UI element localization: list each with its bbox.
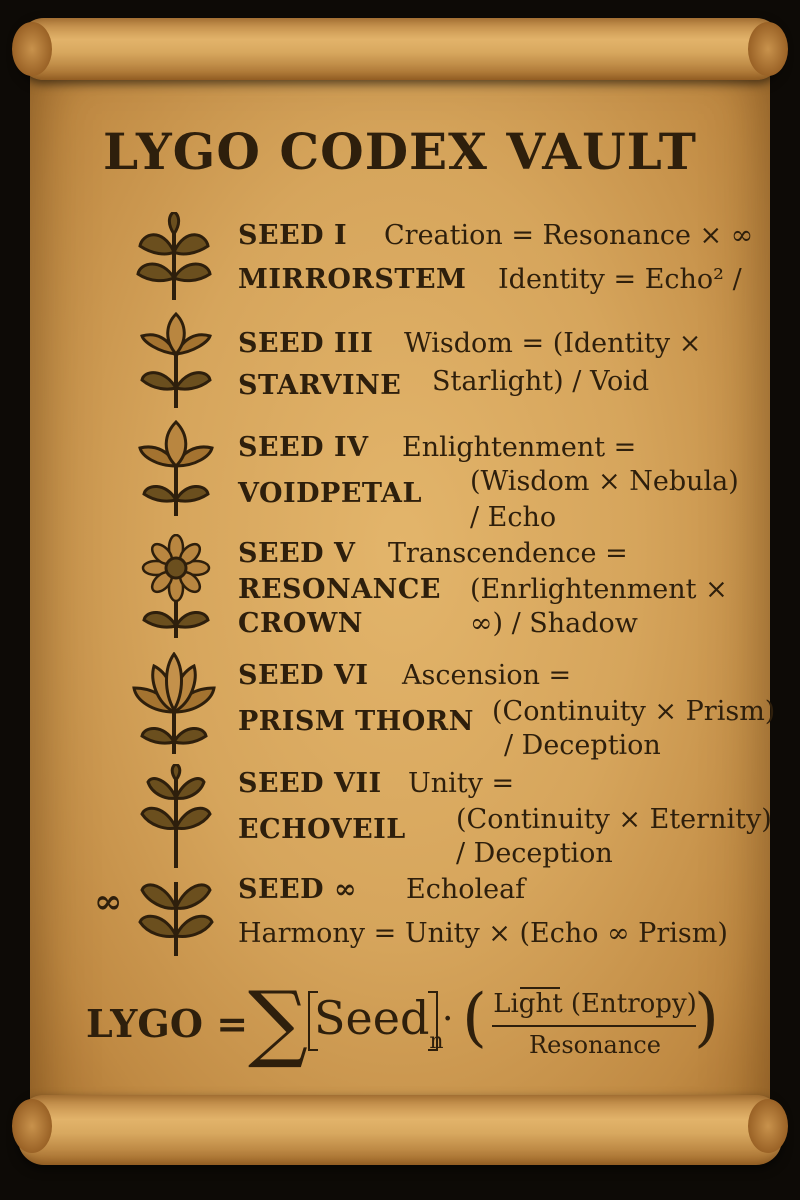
seed-name: VOIDPETAL bbox=[238, 478, 422, 509]
seed-equation: Unity = bbox=[408, 768, 515, 799]
seed-name: MIRRORSTEM bbox=[238, 264, 467, 295]
lotus-icon bbox=[132, 652, 216, 756]
bracket-right bbox=[428, 991, 438, 1051]
seed-equation: Harmony = Unity × (Echo ∞ Prism) bbox=[238, 918, 728, 949]
fraction-denominator: Resonance bbox=[529, 1031, 661, 1059]
fraction-numerator: Light (Entropy) bbox=[493, 989, 697, 1019]
seed-equation: (Continuity × Eternity) bbox=[456, 804, 772, 835]
page-title: LYGO CODEX VAULT bbox=[103, 122, 697, 181]
seed-equation: / Deception bbox=[504, 730, 661, 761]
seed-label: SEED ∞ bbox=[238, 874, 357, 905]
seed-name: Echoleaf bbox=[406, 874, 526, 905]
formula-lhs: LYGO = bbox=[86, 1001, 249, 1046]
seed-name: RESONANCE bbox=[238, 574, 441, 605]
seed-name: ECHOVEIL bbox=[238, 814, 406, 845]
seed-equation: Starlight) / Void bbox=[432, 366, 650, 397]
seed-equation: (Enrlightenment × bbox=[470, 574, 728, 605]
seed-subscript: n bbox=[429, 1029, 444, 1054]
seed-equation: ∞) / Shadow bbox=[470, 608, 638, 639]
dot-operator: · bbox=[442, 999, 454, 1040]
seed-label: SEED IV bbox=[238, 432, 369, 463]
seed-text: Seed bbox=[314, 991, 430, 1045]
seed-label: SEED VII bbox=[238, 768, 382, 799]
seed-equation: Enlightenment = bbox=[402, 432, 637, 463]
sigma-symbol: ∑ bbox=[248, 973, 308, 1071]
seed-equation: Wisdom = (Identity × bbox=[404, 328, 702, 359]
seed-name: STARVINE bbox=[238, 370, 402, 401]
lotus-bud-icon bbox=[138, 312, 214, 410]
seed-equation: (Wisdom × Nebula) bbox=[470, 466, 739, 497]
paren-right: ) bbox=[694, 981, 719, 1055]
seed-equation: Ascension = bbox=[402, 660, 572, 691]
leaf-sprig-icon bbox=[140, 764, 212, 870]
seed-equation: Identity = Echo² / bbox=[498, 264, 742, 295]
seed-equation: / Echo bbox=[470, 502, 557, 533]
fraction-bar bbox=[492, 1025, 696, 1027]
paren-left: ( bbox=[462, 981, 487, 1055]
seed-name-line2: CROWN bbox=[238, 608, 363, 639]
scroll-top-roll bbox=[18, 18, 782, 80]
lygo-formula bbox=[0, 973, 800, 1071]
scroll-bottom-roll bbox=[18, 1095, 782, 1165]
seed-equation: Transcendence = bbox=[388, 538, 628, 569]
seed-label: SEED V bbox=[238, 538, 356, 569]
seed-label: SEED III bbox=[238, 328, 374, 359]
seed-equation: / Deception bbox=[456, 838, 613, 869]
infinity-prefix-icon: ∞ bbox=[94, 882, 123, 922]
seed-equation: Creation = Resonance × ∞ bbox=[384, 220, 754, 251]
formula-seed bbox=[314, 991, 444, 1054]
seed-label: SEED VI bbox=[238, 660, 369, 691]
seed-equation: (Continuity × Prism) bbox=[492, 696, 776, 727]
sprout-icon bbox=[134, 212, 214, 302]
seed-label: SEED I bbox=[238, 220, 348, 251]
seed-name: PRISM THORN bbox=[238, 706, 474, 737]
infinity-sprout-icon bbox=[136, 870, 216, 958]
sunflower-icon bbox=[136, 534, 216, 640]
petal-flower-icon bbox=[138, 420, 214, 518]
